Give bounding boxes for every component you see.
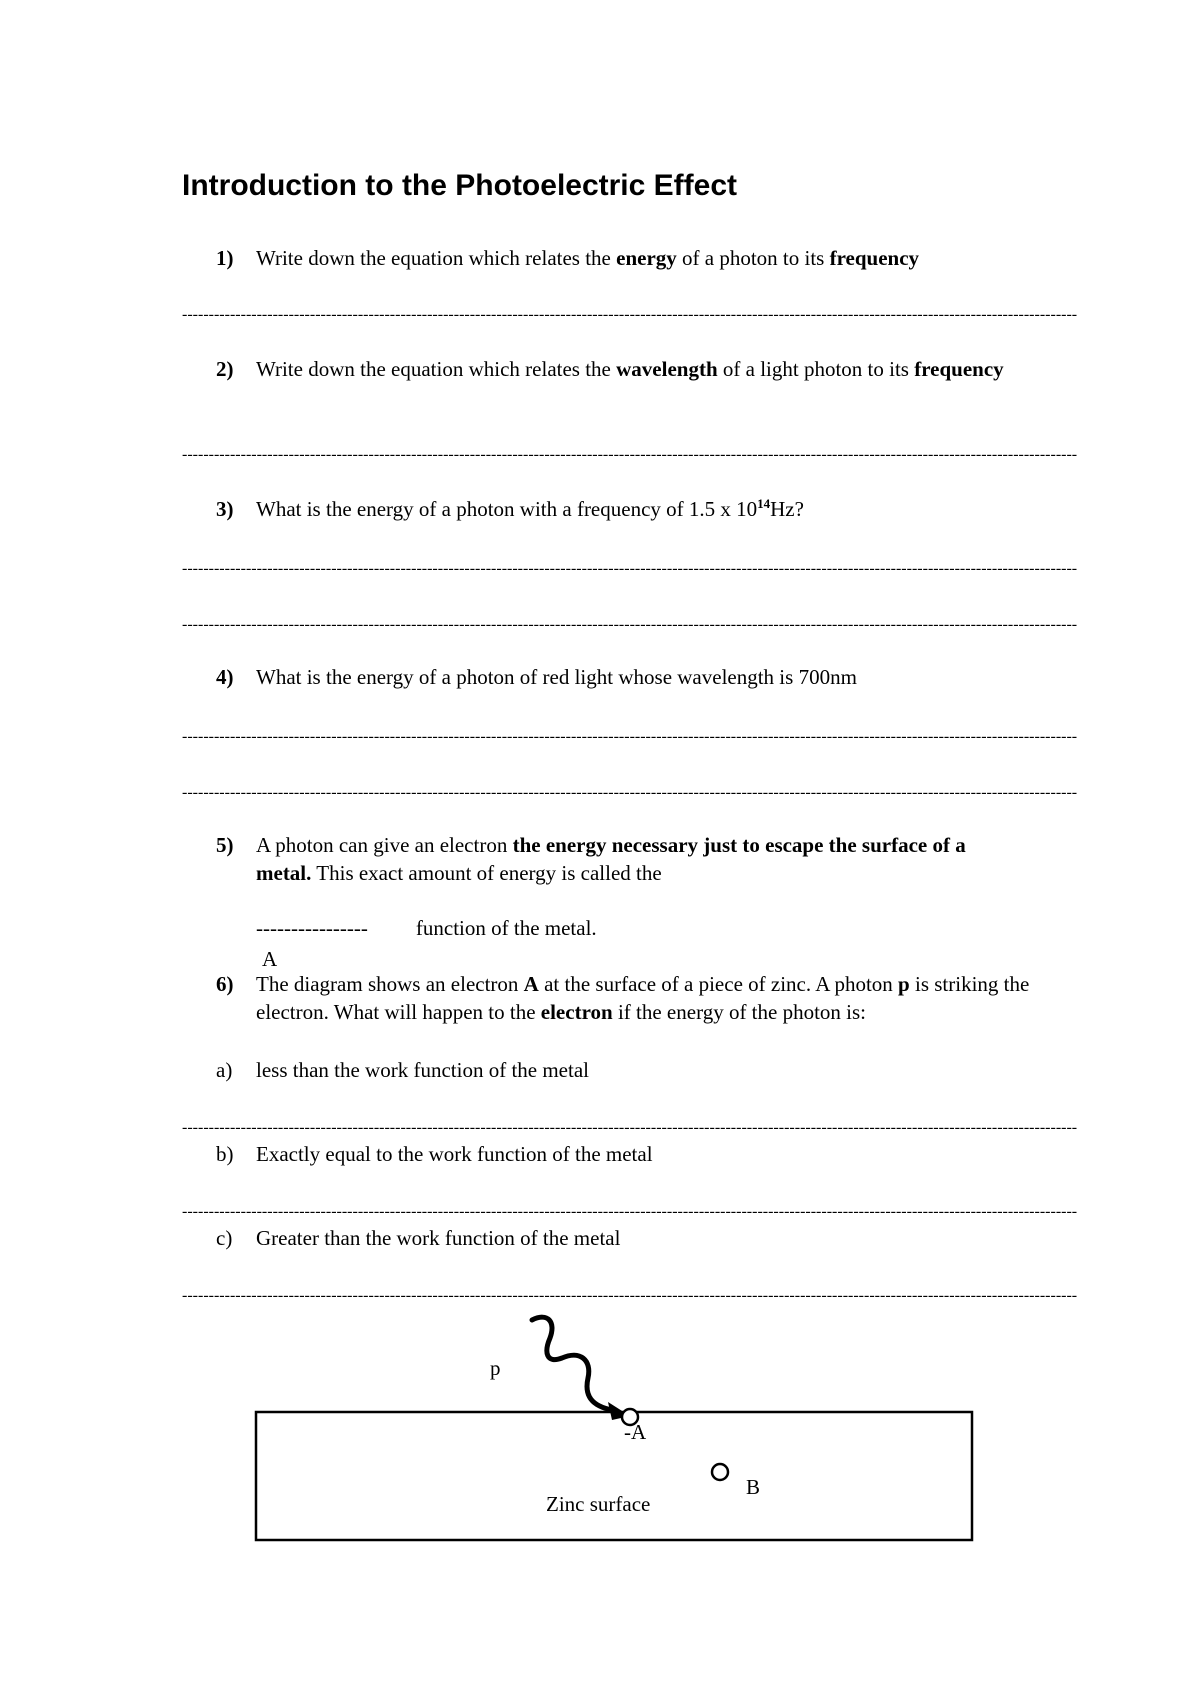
- blank-line: ----------------: [256, 916, 368, 940]
- question-number: 2): [216, 357, 234, 381]
- question-text: What is the energy of a photon of red light whose wavelength is 700nm: [256, 665, 857, 689]
- question-text: Write down the equation which relates the wavelength of a light photon to its frequency: [256, 357, 1004, 381]
- zinc-surface-label: Zinc surface: [546, 1492, 651, 1516]
- question-number: 6): [216, 972, 234, 996]
- question-number: a): [216, 1058, 233, 1082]
- question-number: 3): [216, 497, 234, 521]
- question-text: less than the work function of the metal: [256, 1058, 589, 1082]
- question-text: A photon can give an electron the energy necessary just to escape the surface of a metal. This exact amount of energy is called the: [256, 833, 966, 885]
- electron-a-label: -A: [624, 1420, 647, 1444]
- question-text: The diagram shows an electron A at the surface of a piece of zinc. A photon p is striking the electron. What will happen to the electron if the energy of the photon is:: [256, 972, 1030, 1024]
- answer-line: ------------------------------------------------------------------------------------------------------------------------------------------------------------------------: [182, 306, 1078, 323]
- label-a-marker: A: [262, 947, 278, 971]
- answer-line: ------------------------------------------------------------------------------------------------------------------------------------------------------------------------: [182, 728, 1078, 745]
- answer-line: ------------------------------------------------------------------------------------------------------------------------------------------------------------------------: [182, 1203, 1078, 1220]
- answer-line: ------------------------------------------------------------------------------------------------------------------------------------------------------------------------: [182, 1119, 1078, 1136]
- question-number: b): [216, 1142, 234, 1166]
- zinc-surface-box: [256, 1412, 972, 1540]
- answer-line: ------------------------------------------------------------------------------------------------------------------------------------------------------------------------: [182, 560, 1078, 577]
- blank-suffix: function of the metal.: [415, 916, 597, 940]
- question-number: c): [216, 1226, 233, 1250]
- question-number: 1): [216, 246, 234, 270]
- answer-line: ------------------------------------------------------------------------------------------------------------------------------------------------------------------------: [182, 446, 1078, 463]
- question-text: Greater than the work function of the metal: [256, 1226, 621, 1250]
- question-text: What is the energy of a photon with a frequency of 1.5 x $10^{14}Hz$?: [256, 496, 804, 521]
- page-title: Introduction to the Photoelectric Effect: [182, 169, 738, 202]
- electron-b-circle: [712, 1464, 728, 1480]
- answer-line: ------------------------------------------------------------------------------------------------------------------------------------------------------------------------: [182, 616, 1078, 633]
- question-number: 5): [216, 833, 234, 857]
- question-text: Write down the equation which relates the energy of a photon to its frequency: [256, 246, 920, 270]
- answer-line: ------------------------------------------------------------------------------------------------------------------------------------------------------------------------: [182, 784, 1078, 801]
- electron-b-label: B: [746, 1475, 761, 1499]
- question-text: Exactly equal to the work function of the metal: [256, 1142, 653, 1166]
- question-number: 4): [216, 665, 234, 689]
- photon-wave-arrow: [532, 1317, 616, 1412]
- photon-label: p: [490, 1356, 501, 1380]
- answer-line: ------------------------------------------------------------------------------------------------------------------------------------------------------------------------: [182, 1287, 1078, 1304]
